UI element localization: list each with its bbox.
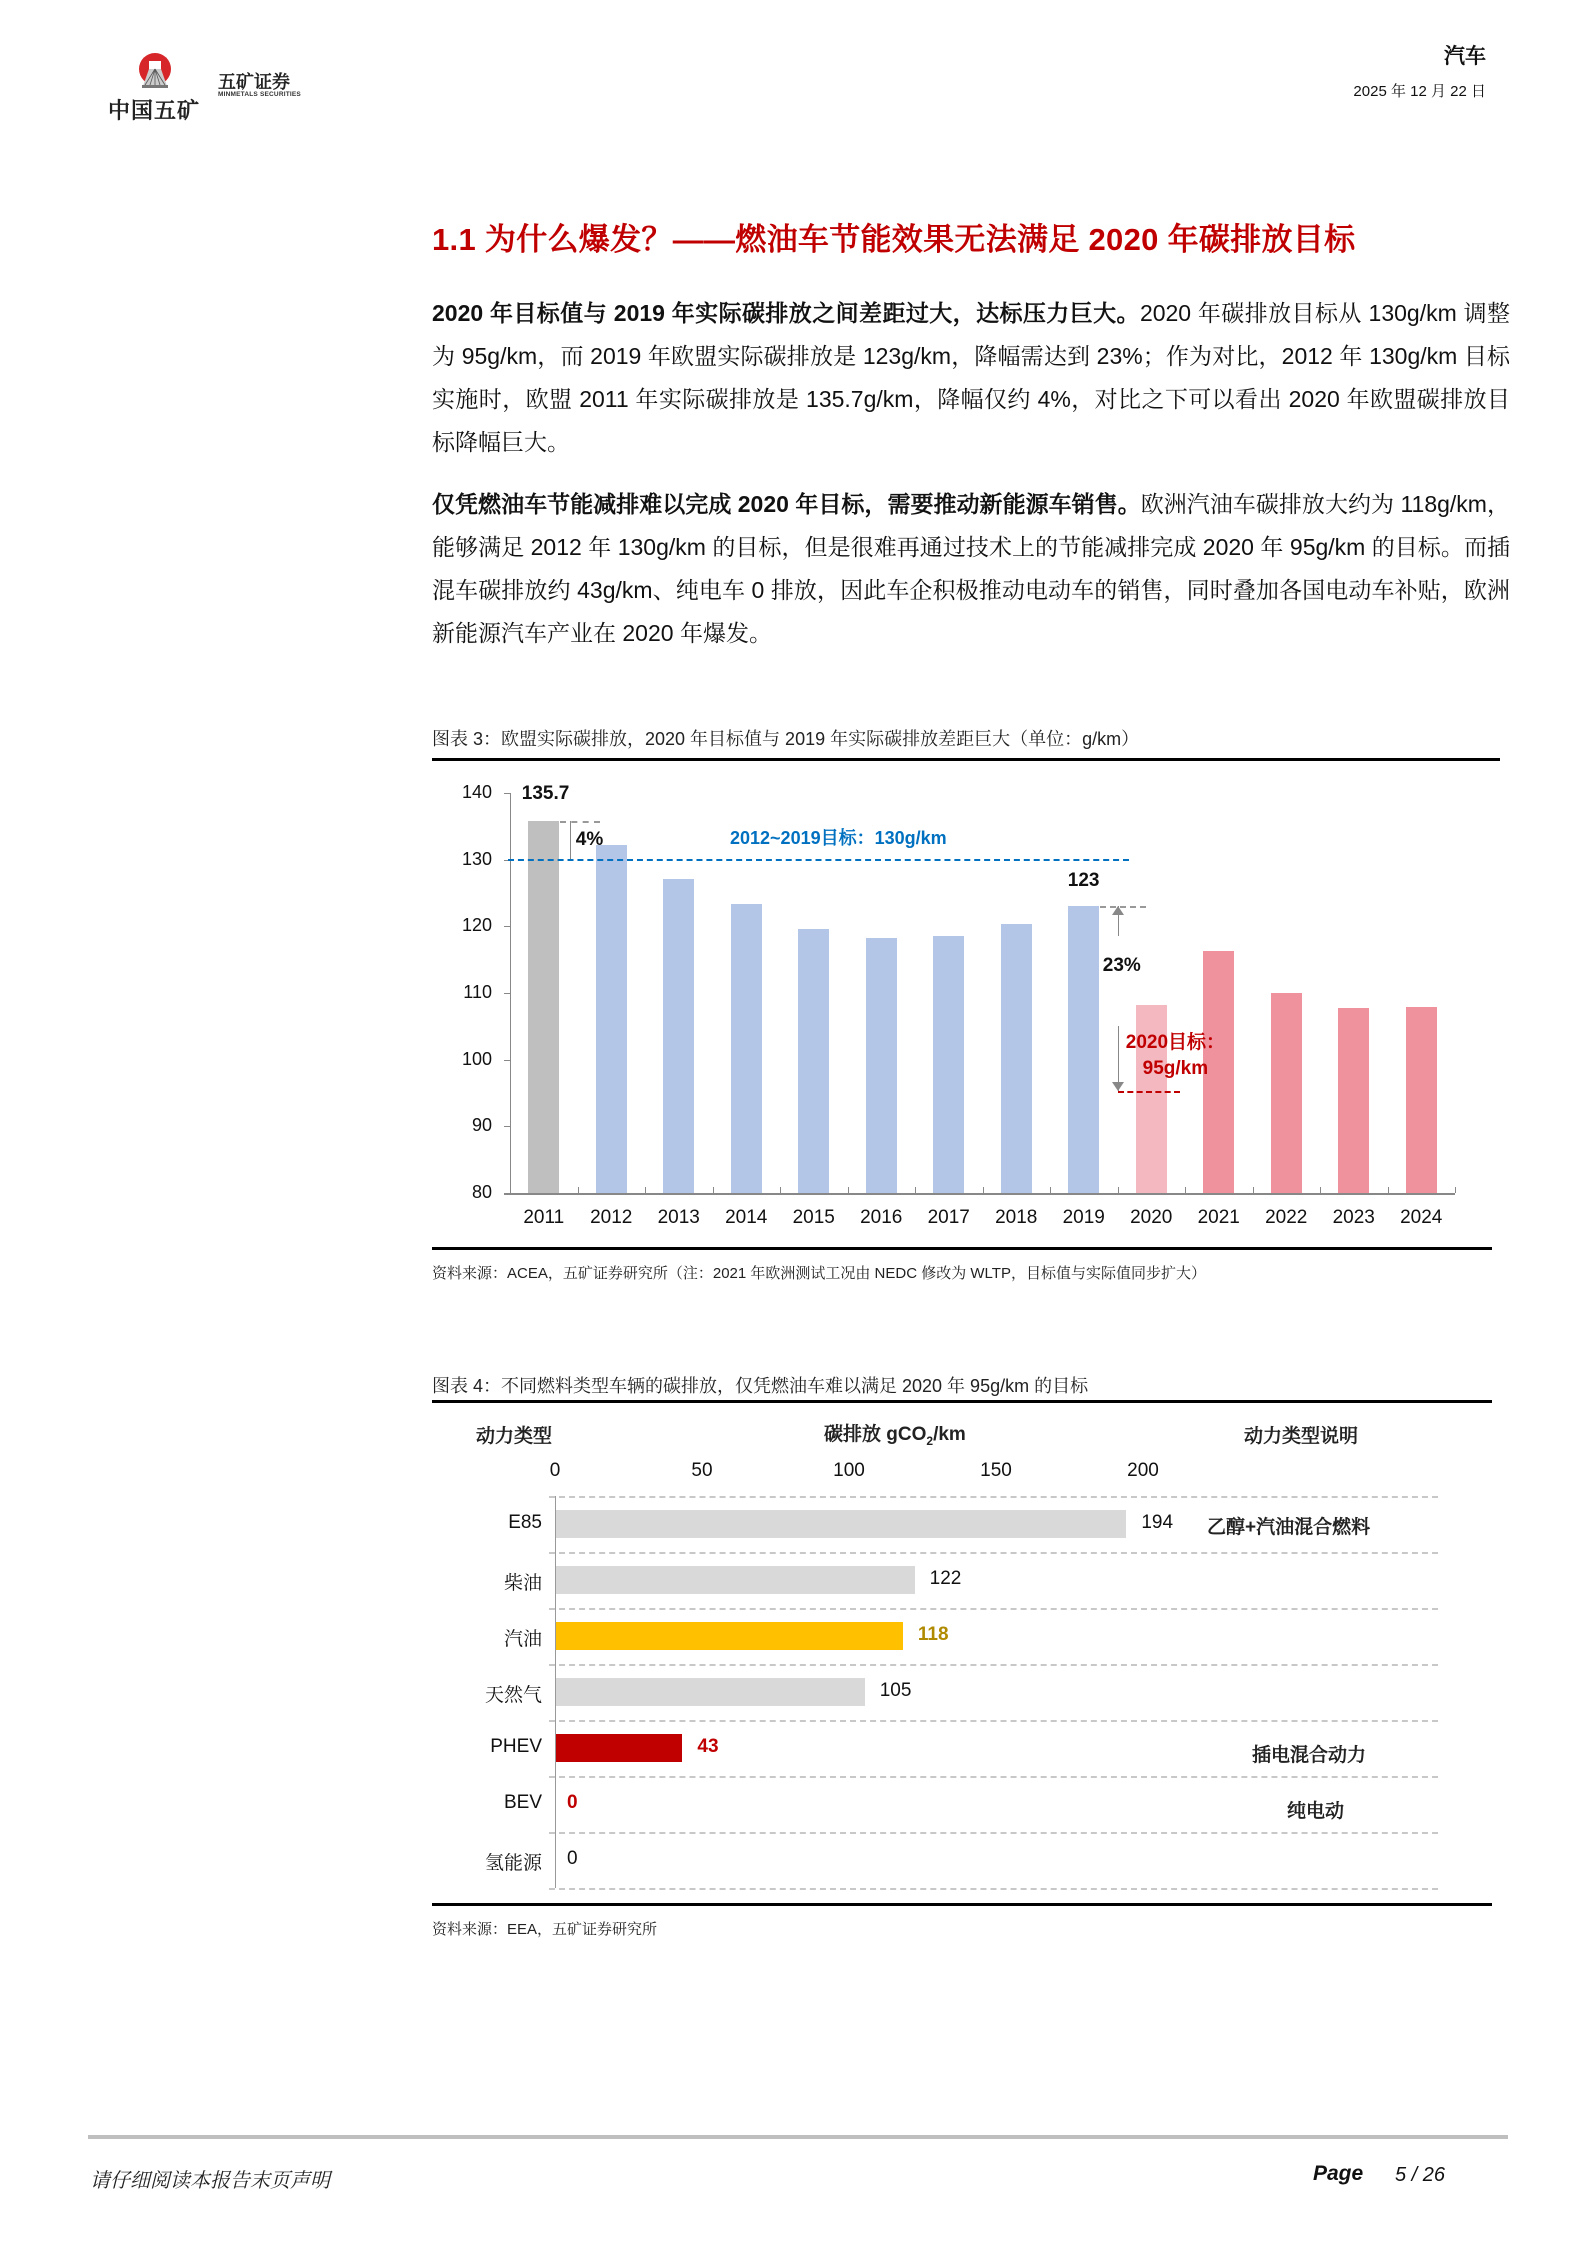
bar-2015 xyxy=(798,929,829,1193)
x-tick-mark xyxy=(1455,1187,1456,1193)
target-130-label: 2012~2019目标：130g/km xyxy=(730,827,947,848)
col-header-emission: 碳排放 gCO$_2$/km xyxy=(824,1424,966,1448)
category-label: 天然气 xyxy=(484,1685,542,1706)
y-axis-line xyxy=(510,793,511,1193)
category-label: BEV xyxy=(503,1792,542,1813)
paragraph-2 xyxy=(432,483,1510,655)
y-tick-mark xyxy=(504,793,510,794)
bar-2023 xyxy=(1338,1008,1369,1193)
y-tick-mark xyxy=(504,993,510,994)
x-tick-label: 2014 xyxy=(725,1207,768,1228)
x-tick-label: 2016 xyxy=(860,1207,903,1228)
x-tick-mark xyxy=(848,1187,849,1193)
value-label: 122 xyxy=(929,1568,962,1589)
paragraph-1-lead: 2020 年目标值与 2019 年实际碳排放之间差距过大，达标压力巨大。 xyxy=(432,300,1140,326)
target-130-line xyxy=(508,859,1129,861)
value-label: 118 xyxy=(917,1624,949,1645)
bar-2011 xyxy=(528,821,559,1193)
value-label: 0 xyxy=(567,1848,578,1869)
paragraph-2-lead: 仅凭燃油车节能减排难以完成 2020 年目标，需要推动新能源车销售。 xyxy=(432,491,1141,517)
chart-row xyxy=(432,1832,1502,1888)
figure-4-caption: 图表 4：不同燃料类型车辆的碳排放，仅凭燃油车难以满足 2020 年 95g/km 的目标 xyxy=(432,1376,1089,1396)
bar-2022 xyxy=(1271,993,1302,1193)
figure-4-source: 资料来源：EEA，五矿证券研究所 xyxy=(432,1921,658,1938)
x-tick-label: 2012 xyxy=(590,1207,633,1228)
bar-2016 xyxy=(866,938,897,1193)
x-tick-label: 2017 xyxy=(927,1207,970,1228)
x-tick-label: 2024 xyxy=(1400,1207,1443,1228)
bar-2014 xyxy=(731,904,762,1193)
figure-4-bottom-rule xyxy=(432,1903,1492,1906)
figure-3-caption: 图表 3：欧盟实际碳排放，2020 年目标值与 2019 年实际碳排放差距巨大（单位：g/km） xyxy=(432,729,1140,749)
company-logo xyxy=(108,52,308,122)
col-header-type: 动力类型 xyxy=(476,1426,553,1447)
x-tick-label: 2020 xyxy=(1130,1207,1173,1228)
x-tick-mark xyxy=(1320,1187,1321,1193)
category-label: 汽油 xyxy=(503,1629,542,1650)
value-label: 43 xyxy=(697,1736,719,1757)
x-tick-label: 2015 xyxy=(792,1207,835,1228)
bar-PHEV xyxy=(556,1734,682,1762)
footer-page-label: Page xyxy=(1313,2162,1364,2185)
x-tick-label: 2021 xyxy=(1197,1207,1240,1228)
category-label: E85 xyxy=(508,1512,542,1533)
footer-disclaimer: 请仔细阅读本报告末页声明 xyxy=(90,2170,330,2192)
category-label: 氢能源 xyxy=(484,1853,542,1874)
section-title: 1.1 为什么爆发？——燃油车节能效果无法满足 2020 年碳排放目标 xyxy=(432,222,1356,257)
target-2020-label: 2020目标： 95g/km xyxy=(1125,1031,1226,1079)
value-label: 194 xyxy=(1141,1512,1174,1533)
figure-3-bar-chart xyxy=(432,780,1502,1240)
category-label: PHEV xyxy=(490,1736,542,1757)
category-label: 柴油 xyxy=(503,1573,542,1594)
x-tick-mark xyxy=(1050,1187,1051,1193)
x-axis-line xyxy=(504,1193,1455,1195)
x-tick-label: 2013 xyxy=(657,1207,700,1228)
paragraph-1-body: 2020 年碳排放目标从 130g/km 调整为 95g/km，而 2019 年欧盟实际碳排放是 123g/km，降幅需达到 23%；作为对比，2012 年 130g/km 目标实施时，欧盟 2011 年实际碳排放是 135.7g/km，降幅仅约 4%，对比之下可以看出 2020 年欧盟碳排放目标降幅巨大。 xyxy=(432,300,1510,455)
type-description: 插电混合动力 xyxy=(1252,1745,1367,1766)
y-tick-label: 120 xyxy=(461,915,492,936)
value-label: 0 xyxy=(567,1792,578,1813)
x-tick-label: 2018 xyxy=(995,1207,1038,1228)
x-tick-label: 150 xyxy=(980,1460,1012,1481)
bar-2012 xyxy=(596,845,627,1193)
drop-4pct-label: 4% xyxy=(575,829,604,851)
figure-4-horizontal-bar-chart xyxy=(432,1403,1502,1923)
group-logo-text: 中国五矿 xyxy=(108,98,201,123)
arrow-head-down-icon xyxy=(1112,1082,1124,1091)
bar-2019 xyxy=(1068,906,1099,1193)
bar-2013 xyxy=(663,879,694,1193)
bar-E85 xyxy=(556,1510,1126,1538)
bar-2017 xyxy=(933,936,964,1193)
brand-name-en: MINMETALS SECURITIES xyxy=(218,91,301,98)
x-tick-label: 2022 xyxy=(1265,1207,1308,1228)
x-tick-label: 100 xyxy=(833,1460,865,1481)
x-tick-mark xyxy=(713,1187,714,1193)
value-label-2011: 135.7 xyxy=(521,783,570,805)
figure-3-top-rule xyxy=(432,758,1500,761)
bracket-top-2011 xyxy=(560,821,600,823)
x-tick-mark xyxy=(1253,1187,1254,1193)
paragraph-2-body: 欧洲汽油车碳排放大约为 118g/km，能够满足 2012 年 130g/km 的目标，但是很难再通过技术上的节能减排完成 2020 年 95g/km 的目标。而插混车碳排放约 43g/km、纯电车 0 排放，因此车企积极推动电动车的销售，同时叠加各国电动车补贴，欧洲新能源汽车产业在 2020 年爆发。 xyxy=(432,491,1510,646)
drop-23pct-label: 23% xyxy=(1102,955,1141,977)
value-label: 105 xyxy=(879,1680,912,1701)
bar-2024 xyxy=(1406,1007,1437,1193)
drop-4pct-arrow-icon xyxy=(570,821,571,859)
x-tick-label: 2019 xyxy=(1062,1207,1105,1228)
y-tick-mark xyxy=(504,926,510,927)
bar-柴油 xyxy=(556,1566,915,1594)
x-tick-mark xyxy=(645,1187,646,1193)
bar-汽油 xyxy=(556,1622,903,1650)
y-tick-label: 90 xyxy=(471,1115,492,1136)
figure-3-source: 资料来源：ACEA，五矿证券研究所（注：2021 年欧洲测试工况由 NEDC 修改为 WLTP，目标值与实际值同步扩大） xyxy=(432,1265,1206,1282)
brand-name-cn: 五矿证券 xyxy=(218,72,290,92)
x-tick-label: 50 xyxy=(691,1460,713,1481)
footer-rule xyxy=(88,2135,1508,2139)
paragraph-1 xyxy=(432,292,1510,464)
minmetals-emblem-icon xyxy=(136,52,174,90)
x-tick-mark xyxy=(780,1187,781,1193)
y-tick-mark xyxy=(504,1193,510,1194)
report-sector: 汽车 xyxy=(1444,45,1486,68)
x-tick-label: 2023 xyxy=(1332,1207,1375,1228)
x-tick-label: 2011 xyxy=(523,1207,565,1228)
y-tick-label: 80 xyxy=(471,1182,492,1202)
x-tick-mark xyxy=(983,1187,984,1193)
arrow-head-up-icon xyxy=(1112,906,1124,915)
col-header-description: 动力类型说明 xyxy=(1244,1426,1359,1447)
y-tick-label: 110 xyxy=(463,981,492,1002)
x-tick-mark xyxy=(1185,1187,1186,1193)
footer-page-number: 5 / 26 xyxy=(1395,2164,1446,2186)
type-description: 乙醇+汽油混合燃料 xyxy=(1207,1517,1371,1538)
x-tick-mark xyxy=(1118,1187,1119,1193)
y-tick-mark xyxy=(504,1126,510,1127)
x-tick-label: 0 xyxy=(549,1460,561,1481)
y-tick-mark xyxy=(504,1060,510,1061)
y-tick-label: 100 xyxy=(461,1048,492,1069)
y-tick-label: 140 xyxy=(461,781,492,802)
x-tick-label: 200 xyxy=(1127,1460,1159,1481)
row-separator xyxy=(549,1888,1438,1890)
x-tick-mark xyxy=(915,1187,916,1193)
report-date: 2025 年 12 月 22 日 xyxy=(1353,83,1486,100)
x-tick-mark xyxy=(578,1187,579,1193)
type-description: 纯电动 xyxy=(1287,1801,1345,1822)
target-95-line xyxy=(1118,1091,1180,1093)
bar-2018 xyxy=(1001,924,1032,1193)
value-label-2019: 123 xyxy=(1067,870,1100,892)
bar-天然气 xyxy=(556,1678,865,1706)
y-tick-label: 130 xyxy=(461,848,492,869)
x-tick-mark xyxy=(1388,1187,1389,1193)
figure-3-bottom-rule xyxy=(432,1247,1492,1250)
